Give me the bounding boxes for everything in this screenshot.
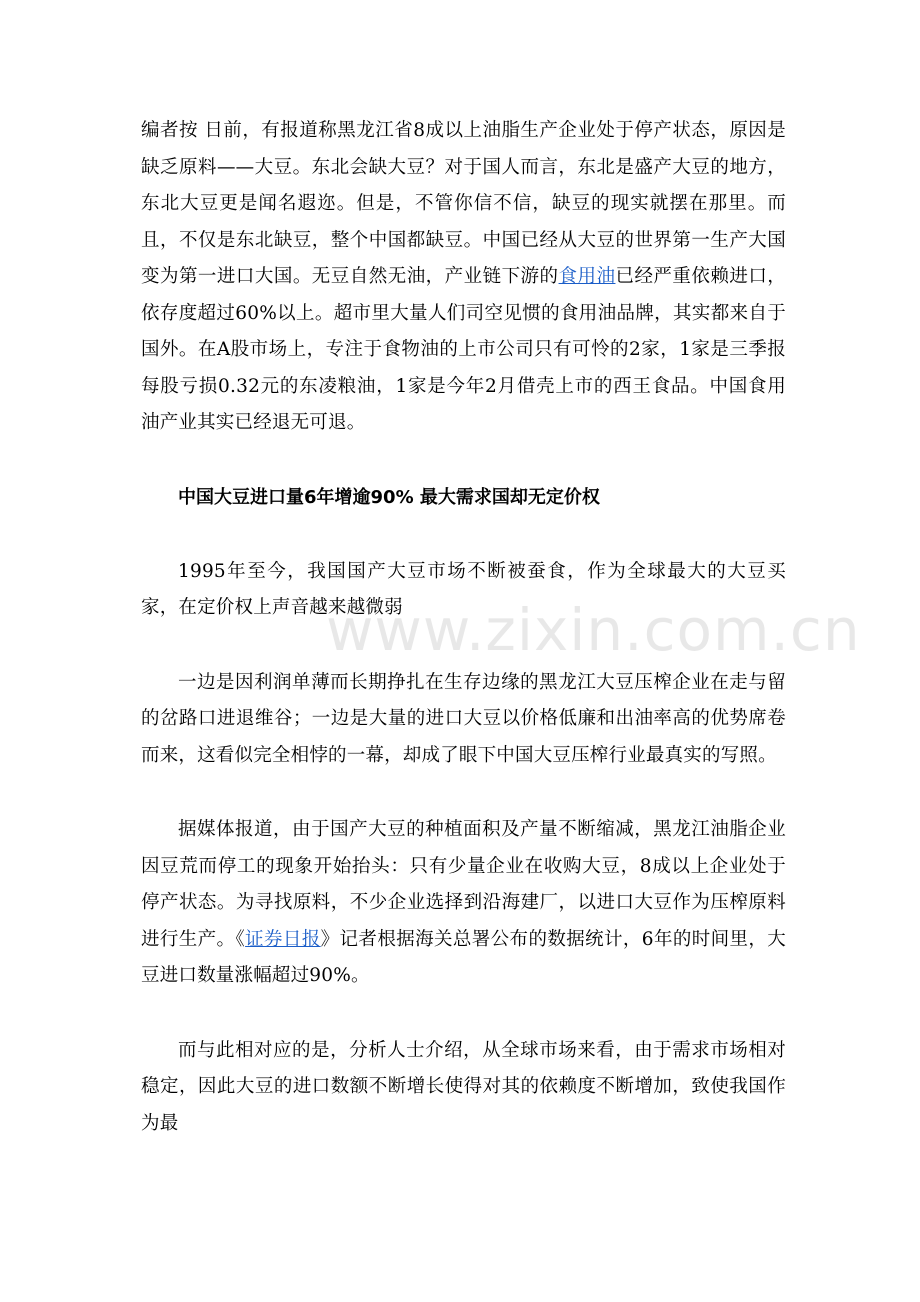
editor-note-paragraph [141, 113, 786, 442]
paragraph-1: 1995年至今，我国国产大豆市场不断被蚕食，作为全球最大的大豆买家，在定价权上声音越来越微弱 [141, 560, 786, 618]
article-body [141, 113, 786, 1142]
spacer [141, 442, 786, 480]
paragraph-3 [141, 812, 786, 995]
editor-note-text-1: 编者按 日前，有报道称黑龙江省8成以上油脂生产企业处于停产状态，原因是缺乏原料——大豆。东北会缺大豆？对于国人而言，东北是盛产大豆的地方，东北大豆更是闻名遐迩。但是，不管你信不信，缺豆的现实就摆在那里。而且，不仅是东北缺豆，整个中国都缺豆。中国已经从大豆的世界第一生产大国变为第一进口大国。无豆自然无油，产业链下游的 [141, 120, 786, 287]
spacer [141, 774, 786, 812]
paragraph-2: 一边是因利润单薄而长期挣扎在生存边缘的黑龙江大豆压榨企业在走与留的岔路口进退维谷；一边是大量的进口大豆以价格低廉和出油率高的优势席卷而来，这看似完全相悖的一幕，却成了眼下中国大豆压榨行业最真实的写照。 [141, 671, 786, 766]
article-heading: 中国大豆进口量6年增逾90% 最大需求国却无定价权 [178, 486, 600, 508]
watermark: www.zixin.com.cn [326, 596, 861, 664]
spacer [141, 516, 786, 554]
spacer [141, 627, 786, 665]
paragraph-4: 而与此相对应的是，分析人士介绍，从全球市场来看，由于需求市场相对稳定，因此大豆的进口数额不断增长使得对其的依赖度不断增加，致使我国作为最 [141, 1039, 786, 1134]
securities-daily-link[interactable]: 证券日报 [245, 928, 321, 950]
paragraph-3-text-2: 》记者根据海关总署公布的数据统计，6年的时间里，大豆进口数量涨幅超过90%。 [141, 928, 786, 986]
spacer [141, 995, 786, 1033]
editor-note-text-2: 已经严重依赖进口，依存度超过60%以上。超市里大量人们司空见惯的食用油品牌，其实都来自于国外。在A股市场上，专注于食物油的上市公司只有可怜的2家，1家是三季报每股亏损0.32元的东凌粮油，1家是今年2月借壳上市的西王食品。中国食用油产业其实已经退无可退。 [141, 266, 786, 433]
paragraph-3-text-1: 据媒体报道，由于国产大豆的种植面积及产量不断缩减，黑龙江油脂企业因豆荒而停工的现象开始抬头：只有少量企业在收购大豆，8成以上企业处于停产状态。为寻找原料，不少企业选择到沿海建厂，以进口大豆作为压榨原料进行生产。《 [141, 819, 786, 950]
edible-oil-link[interactable]: 食用油 [558, 266, 616, 287]
